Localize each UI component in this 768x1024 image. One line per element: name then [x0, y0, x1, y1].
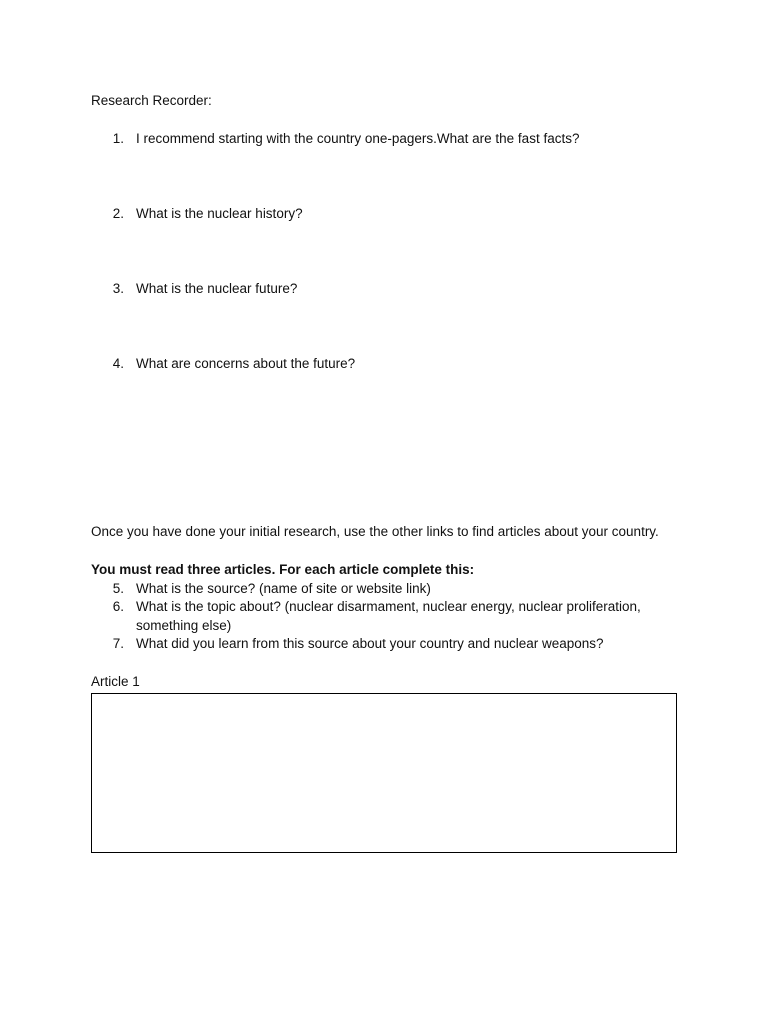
question-text: I recommend starting with the country one-pagers.What are the fast facts?	[136, 131, 580, 146]
question-text-line2: something else)	[136, 618, 232, 633]
article-answer-box[interactable]	[91, 693, 677, 853]
question-number: 1.	[112, 131, 124, 146]
question-text: What are concerns about the future?	[136, 356, 356, 371]
question-number: 6.	[112, 599, 124, 614]
question-number: 2.	[112, 206, 124, 221]
intro-paragraph: Once you have done your initial research, use the other links to find articles about your country.	[91, 524, 659, 539]
question-text-line1: What is the topic about? (nuclear disarmament, nuclear energy, nuclear proliferation,	[136, 599, 641, 614]
question-text: What is the nuclear history?	[136, 206, 303, 221]
instruction-heading: You must read three articles. For each article complete this:	[91, 562, 475, 577]
question-number: 7.	[112, 636, 124, 651]
question-number: 3.	[112, 281, 124, 296]
article-label: Article 1	[91, 674, 140, 689]
question-text: What is the nuclear future?	[136, 281, 298, 296]
question-text: What is the source? (name of site or website link)	[136, 581, 431, 596]
page-title: Research Recorder:	[91, 93, 212, 108]
question-number: 4.	[112, 356, 124, 371]
question-number: 5.	[112, 581, 124, 596]
question-text: What did you learn from this source about your country and nuclear weapons?	[136, 636, 604, 651]
